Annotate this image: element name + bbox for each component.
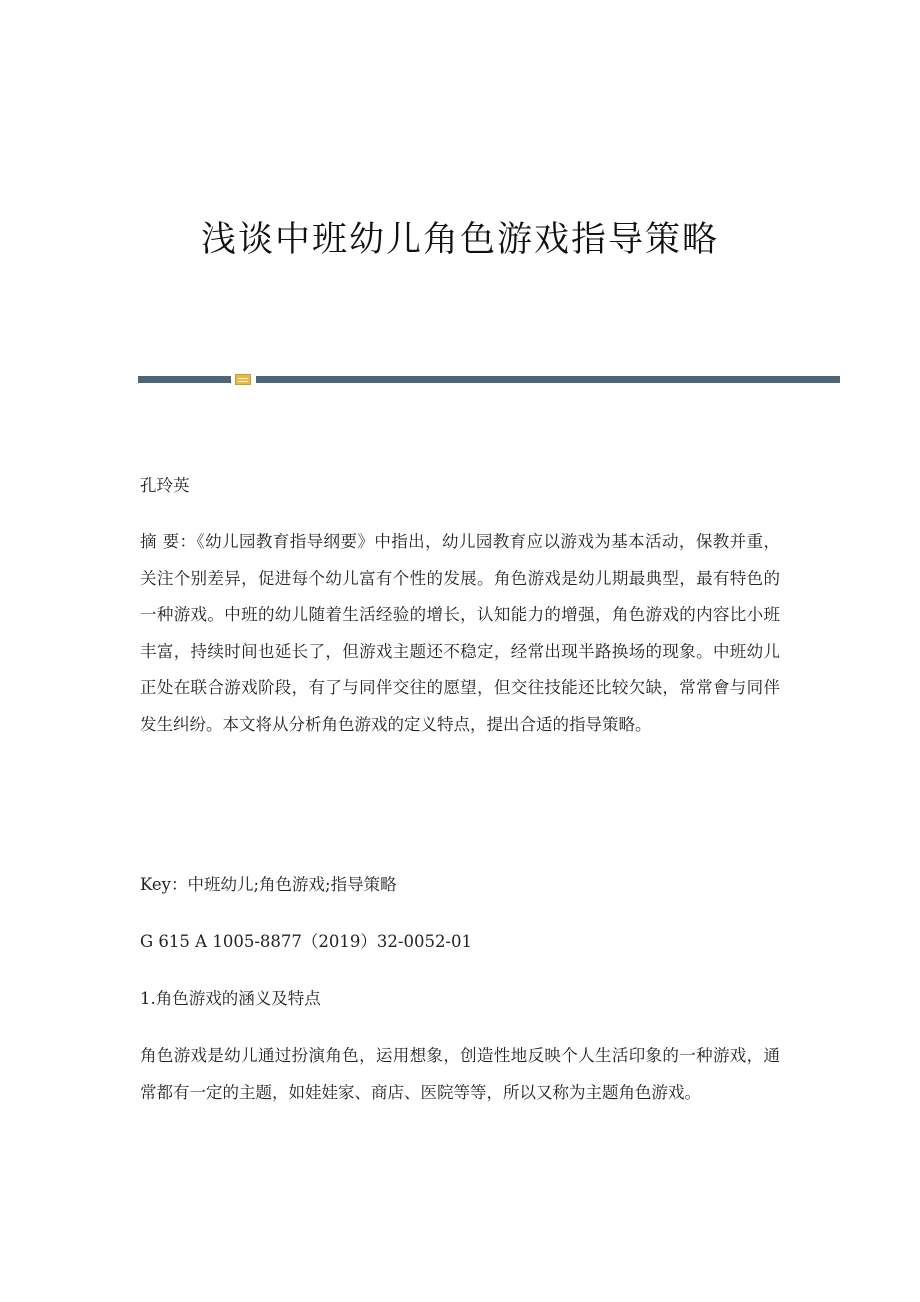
title-divider: [138, 374, 840, 386]
divider-bar-left: [138, 376, 231, 383]
divider-bar-right: [256, 376, 840, 383]
abstract-text: 《幼儿园教育指导纲要》中指出，幼儿园教育应以游戏为基本活动，保教并重，关注个别差异，促进每个幼儿富有个性的发展。角色游戏是幼儿期最典型，最有特色的一种游戏。中班的幼儿随着生活经验的增长，认知能力的增强，角色游戏的内容比小班丰富，持续时间也延长了，但游戏主题还不稳定，经常出现半路换场的现象。中班幼儿正处在联合游戏阶段，有了与同伴交往的愿望，但交往技能还比较欠缺，常常會与同伴发生纠纷。本文将从分析角色游戏的定义特点，提出合适的指导策略。: [140, 532, 781, 734]
abstract: [140, 524, 780, 744]
body-paragraph: 角色游戏是幼儿通过扮演角色，运用想象，创造性地反映个人生活印象的一种游戏，通常都有一定的主题，如娃娃家、商店、医院等等，所以又称为主题角色游戏。: [140, 1046, 780, 1102]
page-title: 浅谈中班幼儿角色游戏指导策略: [200, 220, 719, 260]
divider-ornament-icon: [235, 374, 251, 385]
classification-code: G 615 A 1005-8877（2019）32-0052-01: [140, 932, 473, 951]
abstract-label: 摘 要：: [140, 532, 197, 551]
author-name: 孔玲英: [140, 476, 190, 495]
keywords: Key：中班幼儿;角色游戏;指导策略: [140, 875, 397, 894]
section-heading: 1.角色游戏的涵义及特点: [140, 989, 321, 1008]
